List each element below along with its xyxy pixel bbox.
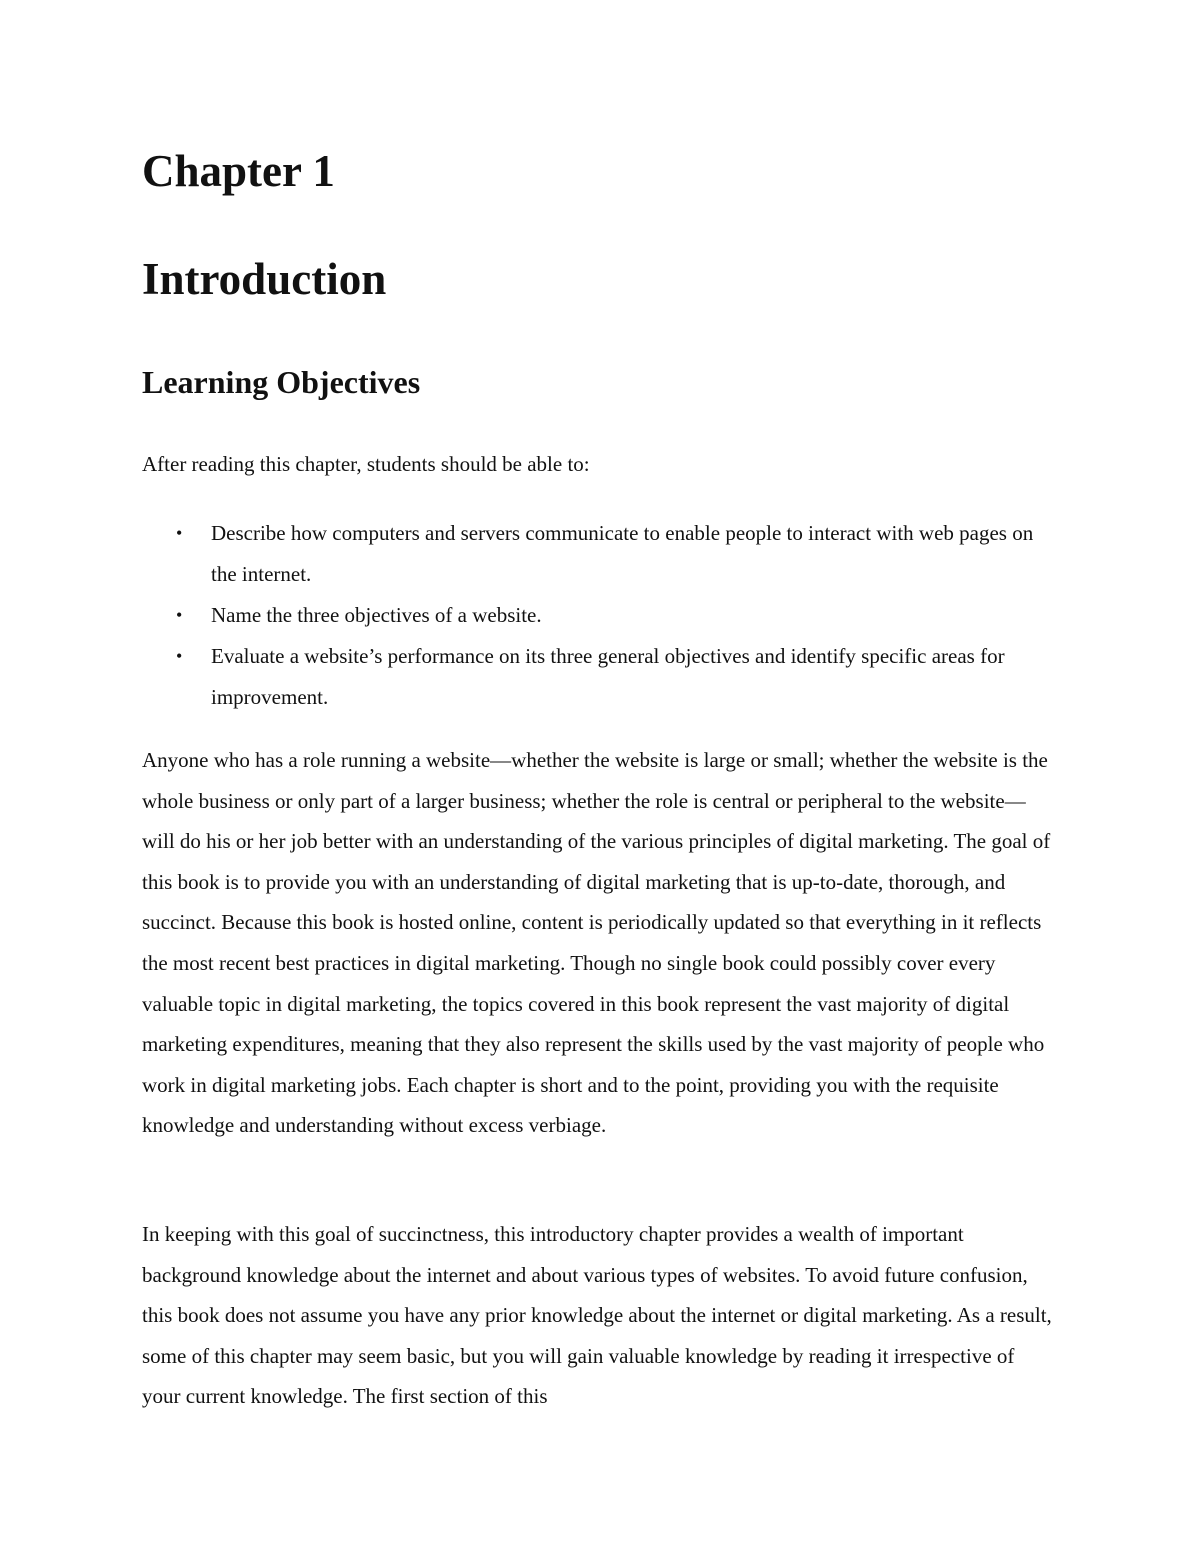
lead-text: After reading this chapter, students should be able to: [142,452,590,476]
bullet-icon: • [176,523,183,543]
objective-text: Evaluate a website’s performance on its three general objectives and identify specific areas for improvement. [211,644,1005,709]
chapter-label: Chapter 1 [142,146,335,196]
list-item [142,595,1057,636]
list-item [142,513,1057,595]
list-item [142,636,1057,718]
objectives-list [142,513,1057,718]
section-heading: Learning Objectives [142,364,421,400]
chapter-title: Introduction [142,254,387,304]
body-paragraph: In keeping with this goal of succinctness, this introductory chapter provides a wealth of important background knowledge about the internet and about various types of websites. To avoid future confusion, this book does not assume you have any prior knowledge about the internet or digital marketing. As a result, some of this chapter may seem basic, but you will gain valuable knowledge by reading it irrespective of your current knowledge. The first section of this [142,1222,1052,1409]
objective-text: Name the three objectives of a website. [211,603,542,627]
body-paragraph: Anyone who has a role running a website—whether the website is large or small; whether the website is the whole business or only part of a larger business; whether the role is central or peripheral to the website—will do his or her job better with an understanding of the various principles of digital marketing. The goal of this book is to provide you with an understanding of digital marketing that is up-to-date, thorough, and succinct. Because this book is hosted online, content is periodically updated so that everything in it reflects the most recent best practices in digital marketing. Though no single book could possibly cover every valuable topic in digital marketing, the topics covered in this book represent the vast majority of digital marketing expenditures, meaning that they also represent the skills used by the vast majority of people who work in digital marketing jobs. Each chapter is short and to the point, providing you with the requisite knowledge and understanding without excess verbiage. [142,748,1051,1138]
bullet-icon: • [176,646,183,666]
objective-text: Describe how computers and servers communicate to enable people to interact with web pages on the internet. [211,521,1034,586]
bullet-icon: • [176,605,183,625]
